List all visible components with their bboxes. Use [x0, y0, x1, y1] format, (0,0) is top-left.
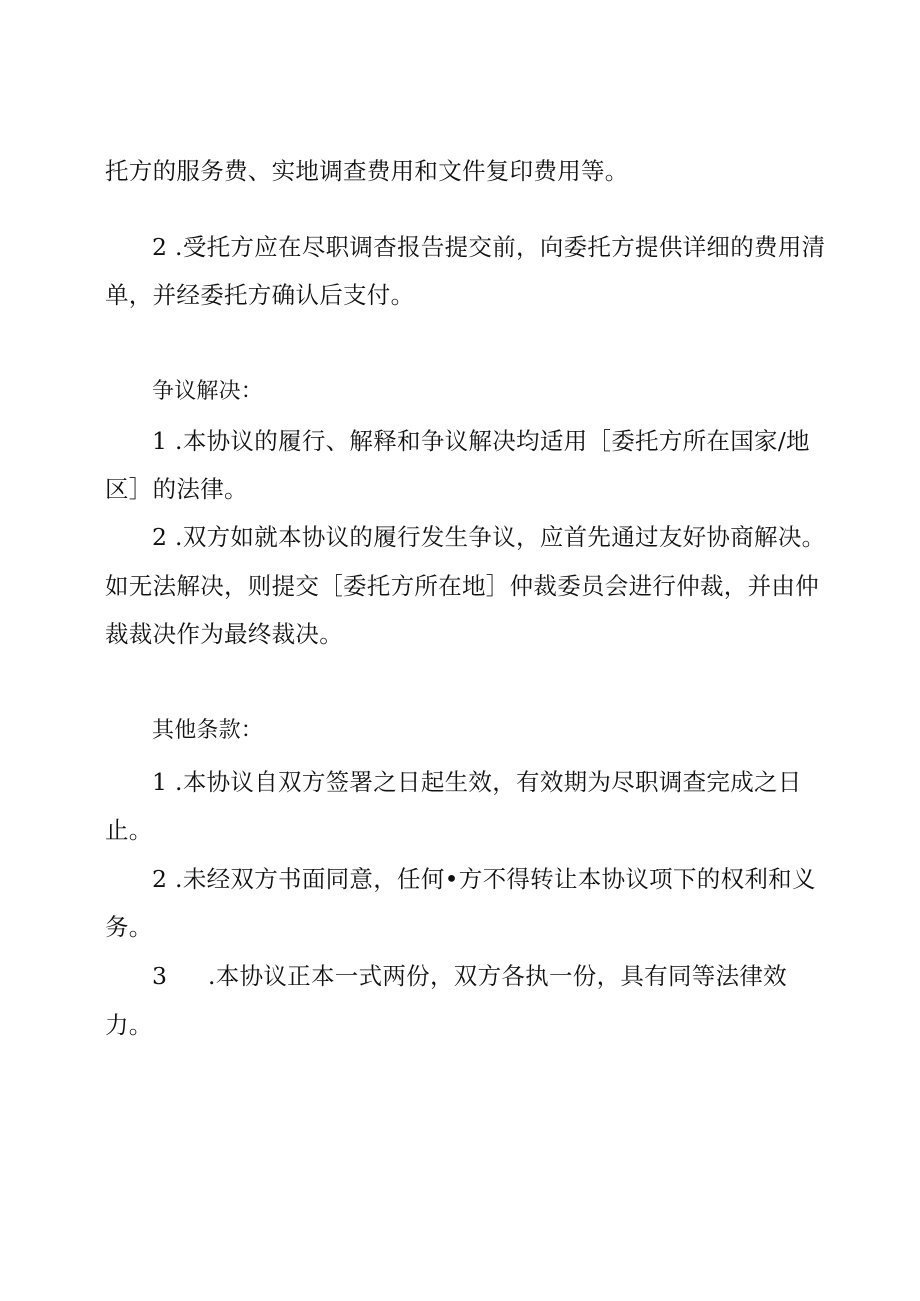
item-text: .本协议正本一式两份，双方各执一份，具有同等法律效 [208, 962, 787, 990]
item-number: 2 [152, 523, 168, 551]
dispute-item-2-line-1 [152, 522, 825, 552]
item-number: 1 [152, 427, 168, 455]
other-item-3-line-2: 力。 [105, 1011, 153, 1039]
dispute-item-2-line-3: 裁裁决作为最终裁决。 [105, 620, 343, 648]
item-number: 3 [152, 962, 168, 990]
item-text: .本协议自双方签署之日起生效，有效期为尽职调查完成之日 [175, 768, 802, 796]
other-item-2-line-2: 务。 [105, 913, 153, 941]
other-item-1-line-2: 止。 [105, 816, 153, 844]
fees-item-2-line-1 [152, 232, 825, 262]
item-number: 2 [152, 233, 168, 261]
other-item-3-line-1 [152, 961, 787, 991]
other-item-1-line-1 [152, 767, 802, 797]
item-number: 1 [152, 768, 168, 796]
item-text: .双方如就本协议的履行发生争议，应首先通过友好协商解决。 [175, 523, 826, 551]
dispute-item-1-line-1 [152, 426, 810, 456]
item-number: 2 [152, 865, 168, 893]
item-text: .受托方应在尽职调杳报告提交前，向委托方提供详细的费用清 [175, 233, 826, 261]
fees-item-2-line-2: 单，并经委托方确认后支付。 [105, 281, 415, 309]
dispute-item-1-line-2: 区］的法律。 [105, 475, 248, 503]
other-item-2-line-1 [152, 864, 816, 894]
dispute-item-2-line-2: 如无法解决，则提交［委托方所在地］仲裁委员会进行仲裁，并由仲 [105, 572, 819, 600]
item-text: .本协议的履行、解释和争议解决均适用［委托方所在国家/地 [175, 427, 810, 455]
section-heading-dispute: 争议解决： [152, 379, 264, 404]
fees-continuation-line: 托方的服务费、实地调查费用和文件复印费用等。 [105, 157, 629, 185]
item-text: .未经双方书面同意，任何•方不得转让本协议项下的权利和义 [175, 865, 816, 893]
section-heading-other: 其他条款： [152, 718, 264, 743]
